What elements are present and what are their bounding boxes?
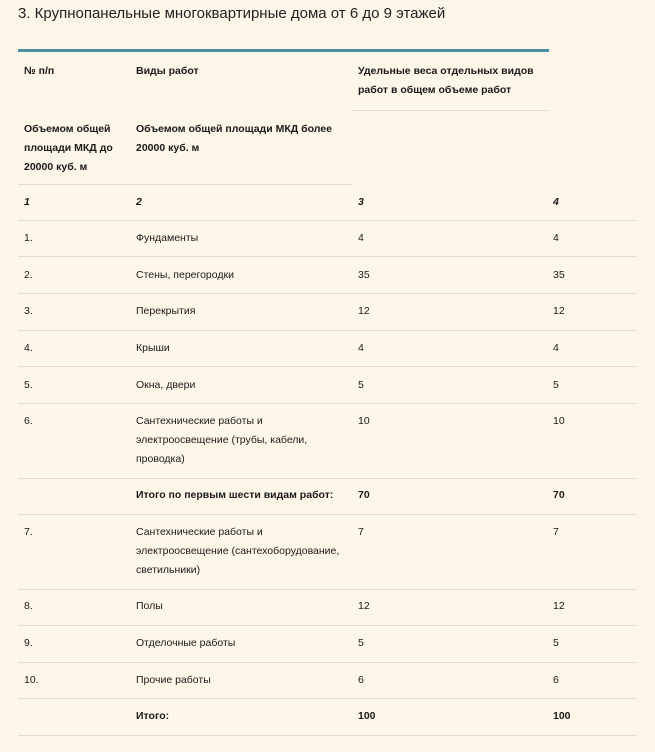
- row-work-cell: Окна, двери: [136, 379, 196, 391]
- row-small-volume-cell: 5: [358, 379, 364, 391]
- row-large-volume-cell: 100: [553, 710, 571, 722]
- row-work-cell: Фундаменты: [136, 232, 199, 244]
- row-small-volume-cell: 7: [358, 526, 364, 538]
- header-weights: Удельные веса отдельных видов работ в общем объеме работ: [358, 65, 534, 96]
- row-divider: [18, 478, 637, 479]
- row-small-volume-cell: 4: [358, 232, 364, 244]
- row-work-cell: Итого по первым шести видам работ:: [136, 489, 334, 501]
- colnum-2: 2: [136, 196, 142, 208]
- row-num-cell: 3.: [24, 305, 33, 317]
- row-divider: [18, 220, 637, 221]
- row-large-volume-cell: 7: [553, 526, 559, 538]
- row-work-cell: Стены, перегородки: [136, 269, 234, 281]
- row-num-cell: 5.: [24, 379, 33, 391]
- row-work-cell: Сантехнические работы и электроосвещение (сантехоборудование, светильники): [136, 526, 340, 576]
- row-small-volume-cell: 6: [358, 674, 364, 686]
- row-num-cell: 4.: [24, 342, 33, 354]
- row-large-volume-cell: 5: [553, 379, 559, 391]
- colnum-3: 3: [358, 196, 364, 208]
- row-work-cell: Итого:: [136, 710, 170, 722]
- row-large-volume-cell: 35: [553, 269, 565, 281]
- page-title: 3. Крупнопанельные многоквартирные дома от 6 до 9 этажей: [18, 5, 446, 22]
- row-small-volume-cell: 12: [358, 305, 370, 317]
- row-large-volume-cell: 4: [553, 342, 559, 354]
- row-divider: [18, 403, 637, 404]
- header-large-volume: Объемом общей площади МКД более 20000 куб. м: [136, 123, 332, 154]
- row-divider: [18, 330, 637, 331]
- row-large-volume-cell: 70: [553, 489, 565, 501]
- row-work-cell: Перекрытия: [136, 305, 196, 317]
- colnum-1: 1: [24, 196, 30, 208]
- row-work-cell: Сантехнические работы и электроосвещение (трубы, кабели, проводка): [136, 415, 308, 465]
- row-divider: [18, 698, 637, 699]
- row-large-volume-cell: 4: [553, 232, 559, 244]
- row-divider: [18, 589, 637, 590]
- row-num-cell: 2.: [24, 269, 33, 281]
- row-divider: [18, 735, 637, 736]
- row-num-cell: 8.: [24, 600, 33, 612]
- row-divider: [18, 366, 637, 367]
- table-top-border: [18, 49, 549, 52]
- row-divider: [18, 514, 637, 515]
- row-large-volume-cell: 6: [553, 674, 559, 686]
- row-work-cell: Отделочные работы: [136, 637, 236, 649]
- row-work-cell: Крыши: [136, 342, 170, 354]
- row-work-cell: Полы: [136, 600, 163, 612]
- row-small-volume-cell: 35: [358, 269, 370, 281]
- row-num-cell: 9.: [24, 637, 33, 649]
- row-num-cell: 1.: [24, 232, 33, 244]
- row-num-cell: 6.: [24, 415, 33, 427]
- header-num: № п/п: [24, 65, 55, 77]
- colnum-4: 4: [553, 196, 559, 208]
- row-num-cell: 10.: [24, 674, 39, 686]
- row-large-volume-cell: 10: [553, 415, 565, 427]
- row-small-volume-cell: 100: [358, 710, 376, 722]
- row-small-volume-cell: 10: [358, 415, 370, 427]
- row-divider: [18, 293, 637, 294]
- row-small-volume-cell: 12: [358, 600, 370, 612]
- row-divider: [18, 256, 637, 257]
- row-num-cell: 7.: [24, 526, 33, 538]
- row-small-volume-cell: 70: [358, 489, 370, 501]
- header-small-volume: Объемом общей площади МКД до 20000 куб. м: [24, 123, 113, 173]
- row-divider: [18, 662, 637, 663]
- row-work-cell: Прочие работы: [136, 674, 211, 686]
- header-work: Виды работ: [136, 65, 199, 77]
- row-large-volume-cell: 12: [553, 305, 565, 317]
- row-small-volume-cell: 5: [358, 637, 364, 649]
- header-divider: [352, 110, 549, 111]
- row-small-volume-cell: 4: [358, 342, 364, 354]
- header-bottom-divider: [18, 184, 352, 185]
- row-large-volume-cell: 5: [553, 637, 559, 649]
- row-divider: [18, 625, 637, 626]
- row-large-volume-cell: 12: [553, 600, 565, 612]
